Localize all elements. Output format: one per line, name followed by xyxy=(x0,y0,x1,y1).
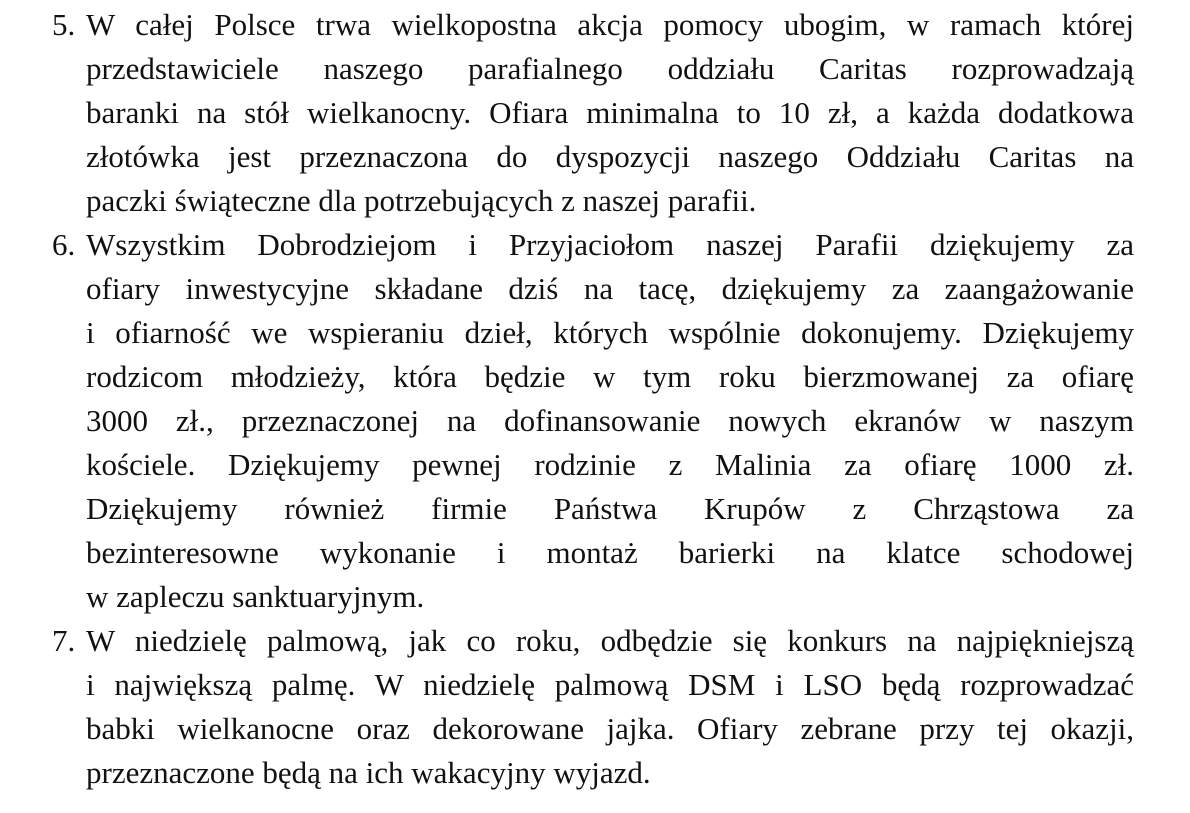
list-item-7 xyxy=(52,619,1134,795)
text-line: w zapleczu sanktuaryjnym. xyxy=(86,579,425,614)
text-line: 3000 zł., przeznaczonej na dofinansowanie nowych ekranów w naszym xyxy=(86,403,1134,438)
text-line: baranki na stół wielkanocny. Ofiara minimalna to 10 zł, a każda dodatkowa xyxy=(86,95,1134,130)
text-line: W całej Polsce trwa wielkopostna akcja pomocy ubogim, w ramach której xyxy=(86,7,1134,42)
text-line: Wszystkim Dobrodziejom i Przyjaciołom naszej Parafii dziękujemy za xyxy=(86,227,1134,262)
text-line: i największą palmę. W niedzielę palmową DSM i LSO będą rozprowadzać xyxy=(86,667,1134,702)
item-number: 6. xyxy=(52,227,76,262)
text-line: rodzicom młodzieży, która będzie w tym roku bierzmowanej za ofiarę xyxy=(86,359,1134,394)
text-line: kościele. Dziękujemy pewnej rodzinie z Malinia za ofiarę 1000 zł. xyxy=(86,447,1134,482)
item-number: 7. xyxy=(52,623,76,658)
text-line: przedstawiciele naszego parafialnego oddziału Caritas rozprowadzają xyxy=(86,51,1134,86)
list-item-5 xyxy=(52,3,1134,223)
text-line: paczki świąteczne dla potrzebujących z naszej parafii. xyxy=(86,183,757,218)
text-line: Dziękujemy również firmie Państwa Krupów z Chrząstowa za xyxy=(86,491,1134,526)
item-text xyxy=(86,3,1134,223)
text-line: babki wielkanocne oraz dekorowane jajka. Ofiary zebrane przy tej okazji, xyxy=(86,711,1134,746)
text-line: W niedzielę palmową, jak co roku, odbędzie się konkurs na najpiękniejszą xyxy=(86,623,1134,658)
item-text xyxy=(86,619,1134,795)
item-number: 5. xyxy=(52,7,76,42)
list-item-6 xyxy=(52,223,1134,619)
text-line: przeznaczone będą na ich wakacyjny wyjazd. xyxy=(86,755,651,790)
item-text xyxy=(86,223,1134,619)
text-line: złotówka jest przeznaczona do dyspozycji naszego Oddziału Caritas na xyxy=(86,139,1134,174)
text-line: ofiary inwestycyjne składane dziś na tacę, dziękujemy za zaangażowanie xyxy=(86,271,1134,306)
text-line: bezinteresowne wykonanie i montaż barierki na klatce schodowej xyxy=(86,535,1134,570)
document-body xyxy=(52,3,1134,795)
text-line: i ofiarność we wspieraniu dzieł, których wspólnie dokonujemy. Dziękujemy xyxy=(86,315,1134,350)
